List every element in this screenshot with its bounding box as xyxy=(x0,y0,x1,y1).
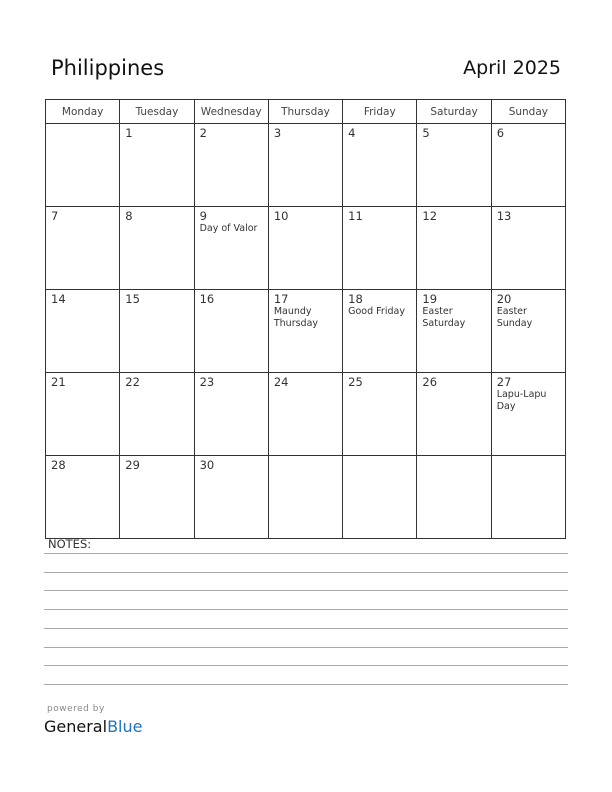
note-line xyxy=(44,590,568,591)
calendar-day-cell xyxy=(343,290,417,373)
calendar-day-cell xyxy=(194,290,268,373)
weekday-header: Monday xyxy=(46,100,120,124)
weekday-header: Friday xyxy=(343,100,417,124)
day-number: 5 xyxy=(422,126,430,140)
calendar-day-cell xyxy=(194,207,268,290)
day-number: 11 xyxy=(348,209,363,223)
calendar-day-cell xyxy=(491,124,565,207)
calendar-day-cell xyxy=(120,124,194,207)
calendar-day-cell xyxy=(417,207,491,290)
calendar-month-title: April 2025 xyxy=(463,57,561,79)
note-line xyxy=(44,609,568,610)
day-number: 22 xyxy=(125,375,140,389)
day-number: 7 xyxy=(51,209,59,223)
day-number: 24 xyxy=(273,375,289,389)
brand-blue: Blue xyxy=(107,717,143,736)
generalblue-logo xyxy=(44,717,142,736)
day-number: 25 xyxy=(348,375,363,389)
day-number: 12 xyxy=(422,209,438,223)
holiday-label: Easter Sunday xyxy=(496,306,533,329)
calendar-grid xyxy=(45,99,566,539)
calendar-week-row xyxy=(46,373,566,456)
calendar-day-cell xyxy=(417,124,491,207)
day-number: 9 xyxy=(199,209,207,223)
calendar-day-cell xyxy=(343,207,417,290)
day-number: 20 xyxy=(496,292,512,306)
day-number: 29 xyxy=(125,458,140,472)
note-line xyxy=(44,684,568,685)
calendar-day-cell xyxy=(417,456,491,539)
note-line xyxy=(44,665,568,666)
calendar-day-cell xyxy=(194,456,268,539)
calendar-day-cell xyxy=(491,207,565,290)
weekday-header-row xyxy=(46,100,566,124)
weekday-header: Wednesday xyxy=(194,100,268,124)
day-number: 4 xyxy=(348,126,356,140)
weekday-header: Saturday xyxy=(417,100,491,124)
calendar-week-row xyxy=(46,456,566,539)
day-number: 19 xyxy=(422,292,438,306)
day-number: 28 xyxy=(51,458,66,472)
holiday-label: Good Friday xyxy=(348,306,405,317)
calendar-day-cell xyxy=(120,373,194,456)
weekday-header: Sunday xyxy=(491,100,565,124)
calendar-week-row xyxy=(46,124,566,207)
holiday-label: Day of Valor xyxy=(199,223,258,234)
notes-label: NOTES: xyxy=(48,537,92,551)
calendar-day-cell xyxy=(46,207,120,290)
calendar-day-cell xyxy=(120,207,194,290)
day-number: 16 xyxy=(199,292,215,306)
calendar-day-cell xyxy=(194,124,268,207)
weekday-header: Tuesday xyxy=(120,100,194,124)
calendar-day-cell xyxy=(417,290,491,373)
calendar-day-cell xyxy=(46,373,120,456)
day-number: 10 xyxy=(273,209,289,223)
calendar-day-cell xyxy=(268,373,342,456)
holiday-label: Maundy Thursday xyxy=(273,306,319,329)
calendar-week-row xyxy=(46,290,566,373)
calendar-day-cell xyxy=(417,373,491,456)
calendar-week-row xyxy=(46,207,566,290)
powered-by-text: powered by xyxy=(47,704,105,714)
calendar-day-cell xyxy=(343,373,417,456)
note-line xyxy=(44,553,568,554)
day-number: 17 xyxy=(273,292,289,306)
calendar-day-cell xyxy=(343,124,417,207)
day-number: 14 xyxy=(51,292,66,306)
note-line xyxy=(44,572,568,573)
weekday-header: Thursday xyxy=(268,100,342,124)
day-number: 2 xyxy=(199,126,207,140)
day-number: 3 xyxy=(273,126,282,140)
day-number: 30 xyxy=(199,458,215,472)
calendar-country-title: Philippines xyxy=(51,56,165,80)
day-number: 27 xyxy=(496,375,512,389)
day-number: 15 xyxy=(125,292,140,306)
day-number: 18 xyxy=(348,292,363,306)
calendar-day-cell xyxy=(46,124,120,207)
day-number: 6 xyxy=(496,126,505,140)
calendar-day-cell xyxy=(120,290,194,373)
calendar-day-cell xyxy=(46,290,120,373)
day-number: 13 xyxy=(496,209,512,223)
calendar-day-cell xyxy=(491,290,565,373)
holiday-label: Lapu-Lapu Day xyxy=(496,389,547,412)
brand-general: General xyxy=(44,717,108,736)
calendar-day-cell xyxy=(268,207,342,290)
calendar-day-cell xyxy=(268,124,342,207)
calendar-day-cell xyxy=(120,456,194,539)
day-number: 21 xyxy=(51,375,66,389)
calendar-day-cell xyxy=(46,456,120,539)
calendar-day-cell xyxy=(268,456,342,539)
day-number: 23 xyxy=(199,375,215,389)
holiday-label: Easter Saturday xyxy=(422,306,466,329)
calendar-day-cell xyxy=(491,373,565,456)
note-line xyxy=(44,628,568,629)
note-line xyxy=(44,647,568,648)
day-number: 26 xyxy=(422,375,438,389)
calendar-day-cell xyxy=(343,456,417,539)
calendar-day-cell xyxy=(491,456,565,539)
calendar-day-cell xyxy=(194,373,268,456)
day-number: 8 xyxy=(125,209,133,223)
calendar-day-cell xyxy=(268,290,342,373)
day-number: 1 xyxy=(125,126,133,140)
